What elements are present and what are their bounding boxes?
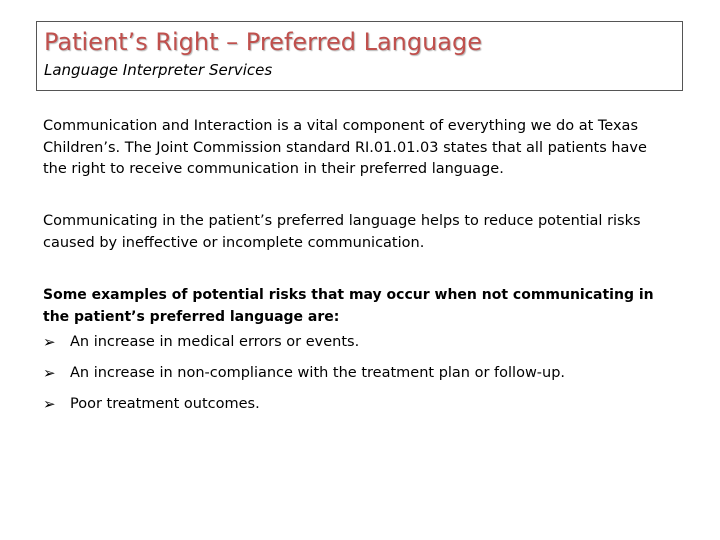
- arrow-bullet-icon: ➢: [43, 395, 56, 413]
- page-subtitle: Language Interpreter Services: [44, 61, 273, 79]
- list-item-text: An increase in non-compliance with the treatment plan or follow-up.: [70, 365, 566, 381]
- list-item: [43, 363, 565, 384]
- arrow-bullet-icon: ➢: [43, 333, 56, 351]
- page-title: Patient’s Right – Preferred Language: [44, 28, 483, 56]
- title-box: [36, 21, 683, 91]
- paragraph-reduce-risks: Communicating in the patient’s preferred language helps to reduce potential risks caused by ineffective or incomplete communication.: [43, 213, 641, 251]
- list-item: [43, 394, 565, 415]
- paragraph-joint-commission: Communication and Interaction is a vital component of everything we do at Texas Children’s. The Joint Commission standard RI.01.01.03 states that all patients have the right to receive communication in their preferred language.: [43, 118, 647, 177]
- list-item-text: Poor treatment outcomes.: [70, 396, 260, 412]
- list-item-text: An increase in medical errors or events.: [70, 334, 360, 350]
- list-item: [43, 332, 565, 353]
- arrow-bullet-icon: ➢: [43, 364, 56, 382]
- risk-list: [43, 332, 565, 425]
- paragraph-risk-examples-heading: Some examples of potential risks that may occur when not communicating in the patient’s preferred language are:: [43, 287, 654, 325]
